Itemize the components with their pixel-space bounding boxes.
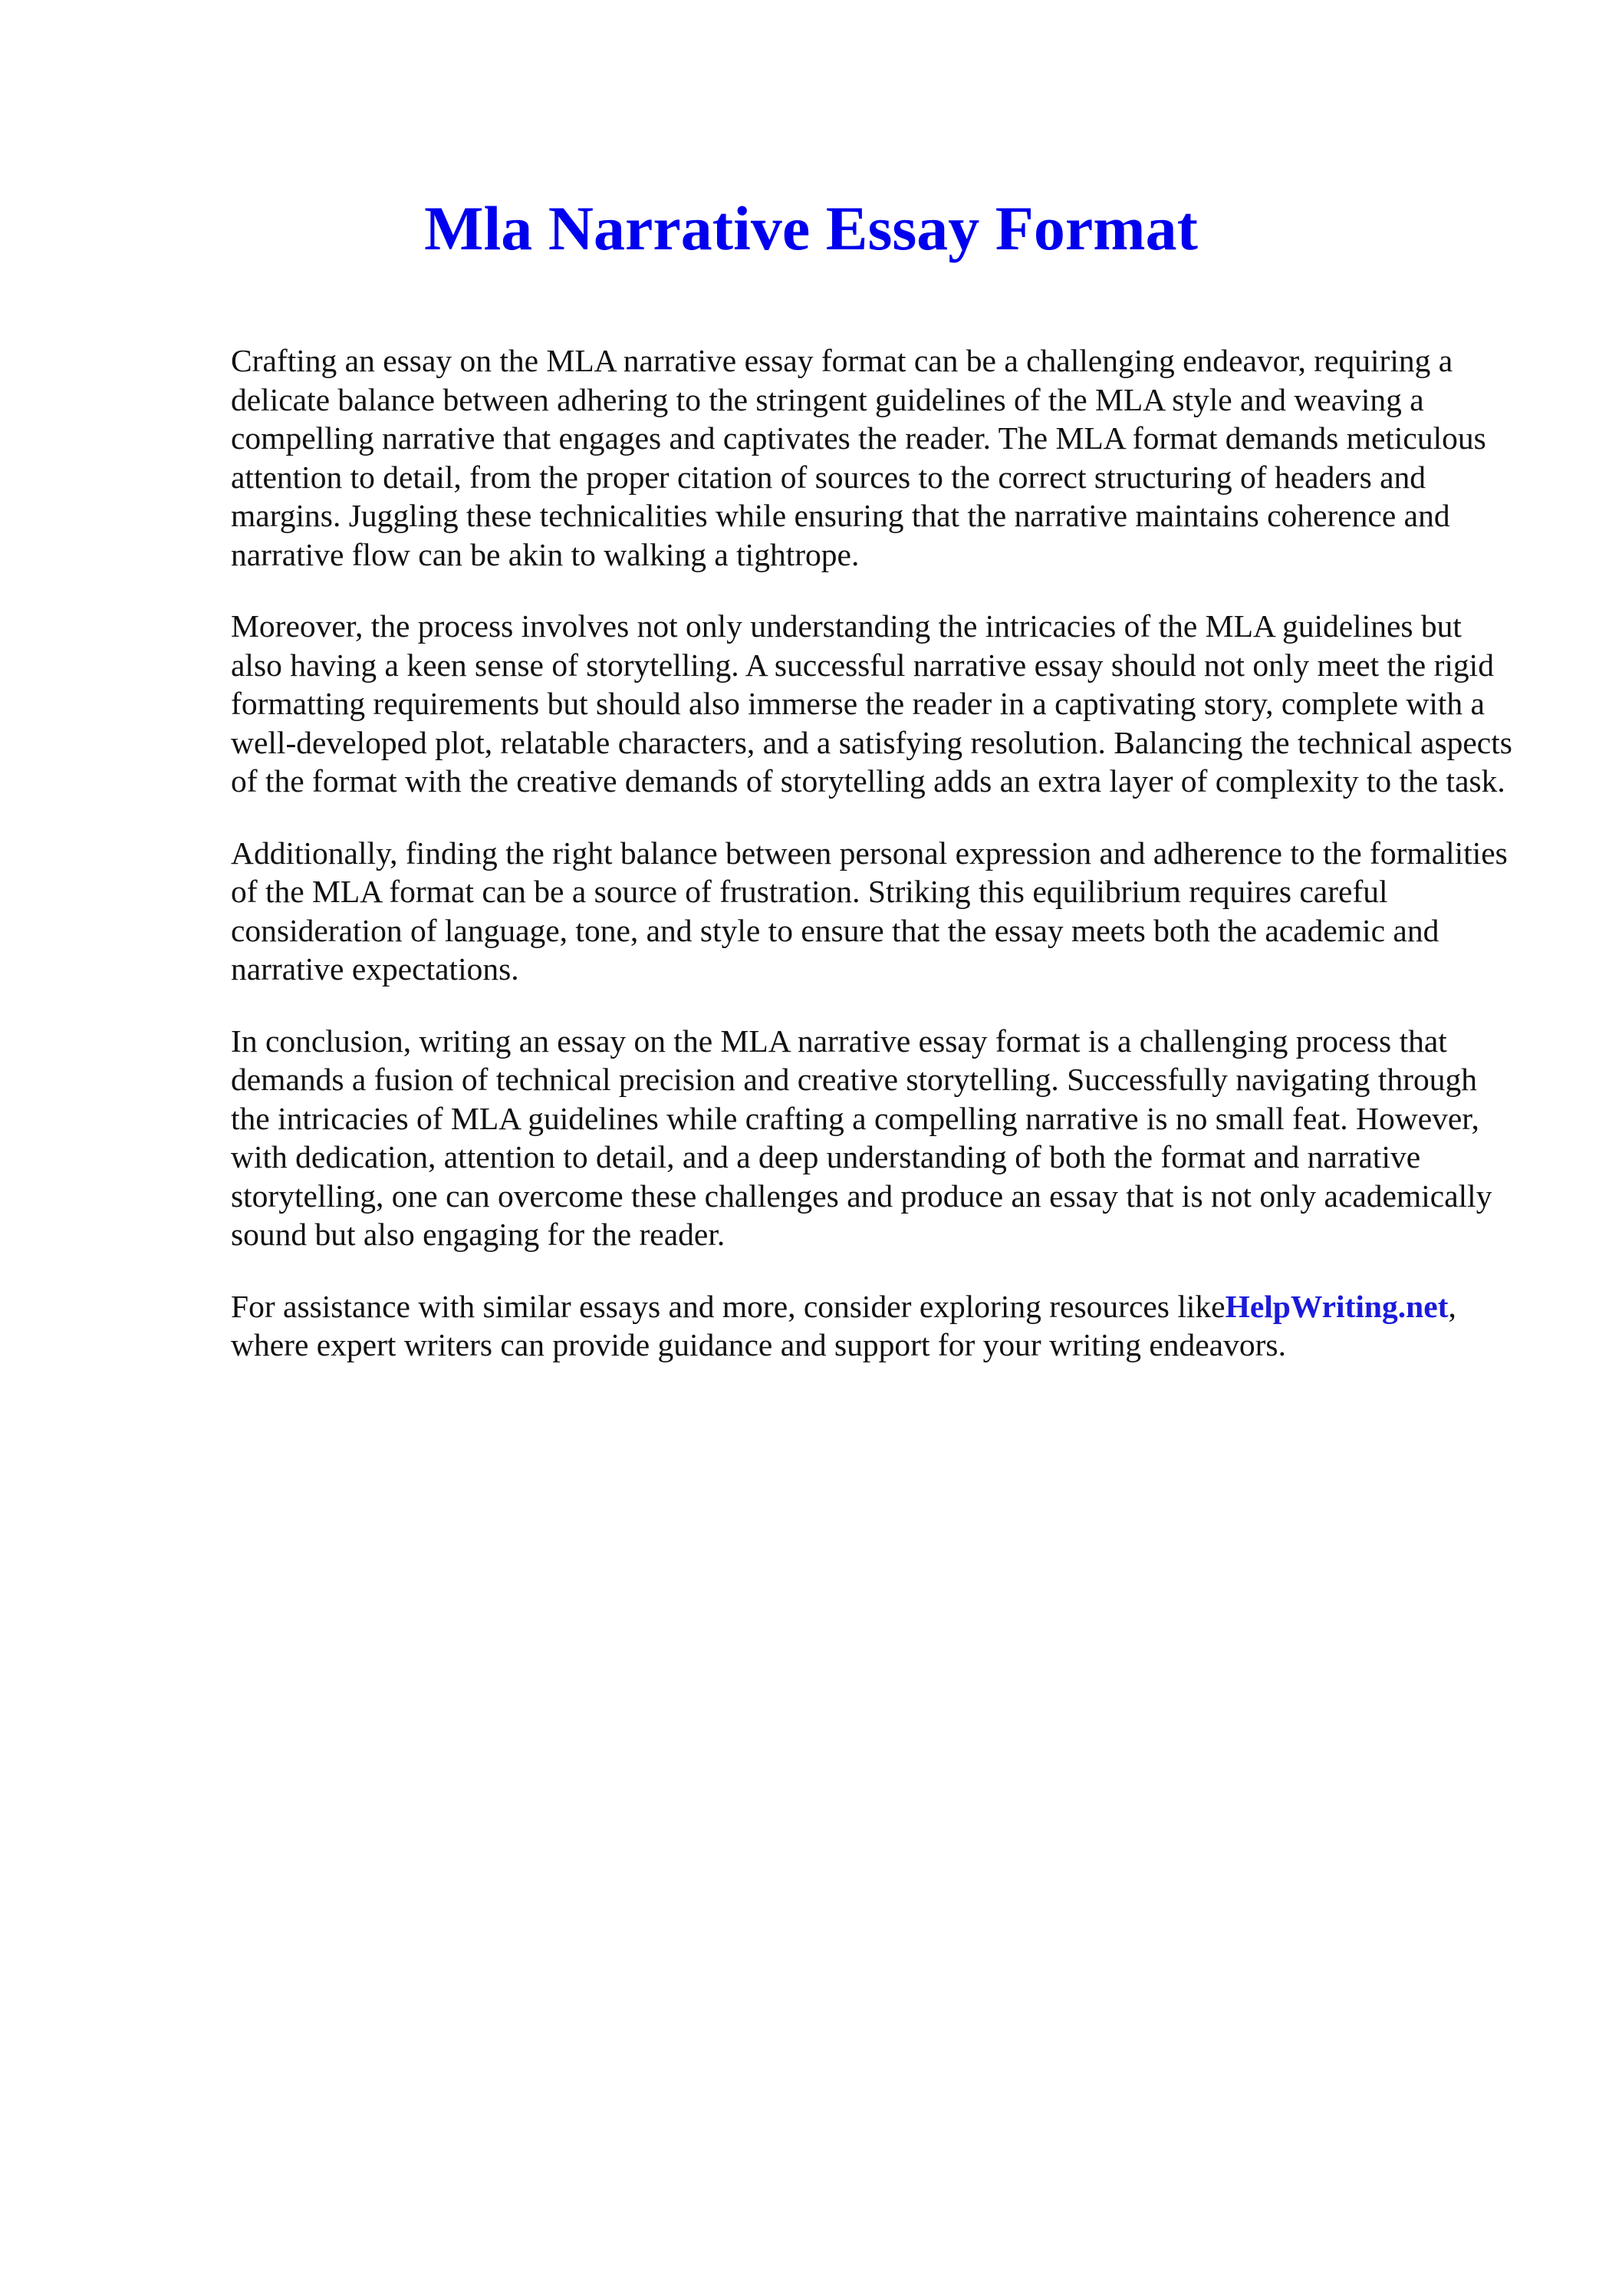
paragraph-conclusion: In conclusion, writing an essay on the MLA narrative essay format is a challenging process that demands a fusion of technical precision and creative storytelling. Successfully navigating through the intricacies of MLA guidelines while crafting a compelling narrative is no small feat. However, with dedication, attention to detail, and a deep understanding of both the format and narrative storytelling, one can overcome these challenges and produce an essay that is not only academically sound but also engaging for the reader.: [231, 1023, 1492, 1252]
paragraph-additionally: Additionally, finding the right balance between personal expression and adherence to the formalities of the MLA format can be a source of frustration. Striking this equilibrium requires careful consideration of language, tone, and style to ensure that the essay meets both the academic and narrative expectations.: [231, 835, 1508, 987]
paragraph-moreover: Moreover, the process involves not only understanding the intricacies of the MLA guidelines but also having a keen sense of storytelling. A successful narrative essay should not only meet the rigid formatting requirements but should also immerse the reader in a captivating story, complete with a well-developed plot, relatable characters, and a satisfying resolution. Balancing the technical aspects of the format with the creative demands of storytelling adds an extra layer of complexity to the task.: [231, 608, 1512, 799]
essay-body: [231, 341, 1519, 1398]
paragraph-closing: [231, 1287, 1519, 1365]
closing-text-before-link: For assistance with similar essays and more, consider exploring resources like: [231, 1288, 1226, 1324]
helpwriting-link[interactable]: HelpWriting.net: [1225, 1288, 1449, 1324]
page-title: Mla Narrative Essay Format: [424, 193, 1198, 263]
paragraph-intro: Crafting an essay on the MLA narrative essay format can be a challenging endeavor, requiring a delicate balance between adhering to the stringent guidelines of the MLA style and weaving a compelling narrative that engages and captivates the reader. The MLA format demands meticulous attention to detail, from the proper citation of sources to the correct structuring of headers and margins. Juggling these technicalities while ensuring that the narrative maintains coherence and narrative flow can be akin to walking a tightrope.: [231, 343, 1486, 572]
closing-text-after-link: , where expert writers can provide guidance and support for your writing endeavors.: [231, 1288, 1456, 1362]
